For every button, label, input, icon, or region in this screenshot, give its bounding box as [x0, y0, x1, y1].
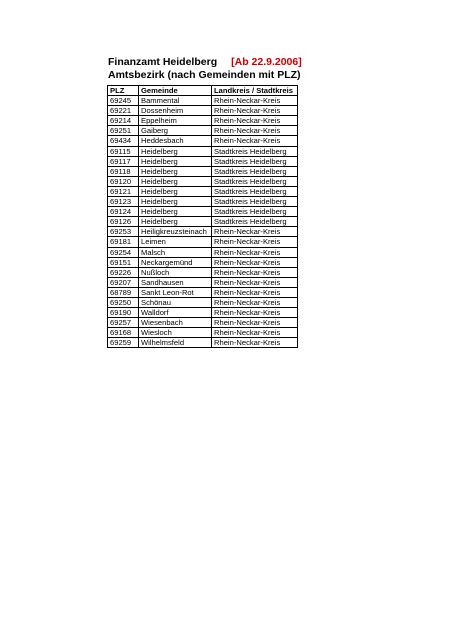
cell-plz: 69257 [108, 318, 139, 328]
table-row [108, 116, 298, 126]
cell-plz: 69190 [108, 308, 139, 318]
cell-plz: 69226 [108, 267, 139, 277]
cell-plz: 69207 [108, 277, 139, 287]
cell-gemeinde: Wiesloch [139, 328, 212, 338]
cell-kreis: Rhein-Neckar-Kreis [212, 247, 298, 257]
cell-kreis: Rhein-Neckar-Kreis [212, 116, 298, 126]
cell-kreis: Stadtkreis Heidelberg [212, 176, 298, 186]
cell-kreis: Rhein-Neckar-Kreis [212, 308, 298, 318]
cell-kreis: Rhein-Neckar-Kreis [212, 126, 298, 136]
cell-kreis: Rhein-Neckar-Kreis [212, 267, 298, 277]
cell-plz: 69168 [108, 328, 139, 338]
cell-gemeinde: Bammental [139, 96, 212, 106]
header-plz: PLZ [108, 86, 139, 96]
cell-plz: 69123 [108, 197, 139, 207]
table-body [108, 96, 298, 348]
cell-gemeinde: Heidelberg [139, 217, 212, 227]
cell-plz: 69115 [108, 146, 139, 156]
cell-kreis: Stadtkreis Heidelberg [212, 146, 298, 156]
cell-kreis: Rhein-Neckar-Kreis [212, 227, 298, 237]
cell-gemeinde: Sankt Leon-Rot [139, 287, 212, 297]
table-row [108, 247, 298, 257]
document-heading [108, 56, 302, 82]
table-row [108, 227, 298, 237]
table-row [108, 126, 298, 136]
table-row [108, 257, 298, 267]
cell-gemeinde: Leimen [139, 237, 212, 247]
cell-gemeinde: Dossenheim [139, 106, 212, 116]
table-row [108, 197, 298, 207]
cell-kreis: Rhein-Neckar-Kreis [212, 328, 298, 338]
table-row [108, 156, 298, 166]
table-row [108, 328, 298, 338]
table-row [108, 136, 298, 146]
cell-gemeinde: Nußloch [139, 267, 212, 277]
header-gemeinde: Gemeinde [139, 86, 212, 96]
table-row [108, 277, 298, 287]
cell-gemeinde: Sandhausen [139, 277, 212, 287]
cell-gemeinde: Heidelberg [139, 207, 212, 217]
cell-kreis: Rhein-Neckar-Kreis [212, 287, 298, 297]
cell-gemeinde: Malsch [139, 247, 212, 257]
table-row [108, 308, 298, 318]
cell-plz: 68789 [108, 287, 139, 297]
cell-gemeinde: Wiesenbach [139, 318, 212, 328]
cell-plz: 69259 [108, 338, 139, 348]
table-row [108, 237, 298, 247]
cell-gemeinde: Heiligkreuzsteinach [139, 227, 212, 237]
cell-plz: 69251 [108, 126, 139, 136]
cell-kreis: Rhein-Neckar-Kreis [212, 96, 298, 106]
cell-plz: 69221 [108, 106, 139, 116]
subtitle: Amtsbezirk (nach Gemeinden mit PLZ) [108, 69, 301, 81]
table-header-row [108, 86, 298, 96]
municipality-table [107, 85, 298, 348]
cell-gemeinde: Heidelberg [139, 156, 212, 166]
cell-plz: 69151 [108, 257, 139, 267]
cell-kreis: Stadtkreis Heidelberg [212, 217, 298, 227]
cell-plz: 69253 [108, 227, 139, 237]
cell-plz: 69126 [108, 217, 139, 227]
cell-gemeinde: Neckargemünd [139, 257, 212, 267]
cell-kreis: Rhein-Neckar-Kreis [212, 297, 298, 307]
title-line [108, 56, 302, 69]
cell-kreis: Stadtkreis Heidelberg [212, 166, 298, 176]
cell-plz: 69245 [108, 96, 139, 106]
table-row [108, 146, 298, 156]
cell-plz: 69120 [108, 176, 139, 186]
table-row [108, 207, 298, 217]
table-row [108, 176, 298, 186]
cell-gemeinde: Heidelberg [139, 146, 212, 156]
cell-kreis: Stadtkreis Heidelberg [212, 156, 298, 166]
cell-plz: 69181 [108, 237, 139, 247]
cell-gemeinde: Eppelheim [139, 116, 212, 126]
cell-plz: 69121 [108, 186, 139, 196]
cell-gemeinde: Heidelberg [139, 176, 212, 186]
cell-plz: 69124 [108, 207, 139, 217]
office-title: Finanzamt Heidelberg [108, 56, 218, 68]
cell-kreis: Stadtkreis Heidelberg [212, 197, 298, 207]
cell-gemeinde: Heidelberg [139, 166, 212, 176]
cell-gemeinde: Heddesbach [139, 136, 212, 146]
cell-kreis: Rhein-Neckar-Kreis [212, 318, 298, 328]
header-kreis: Landkreis / Stadtkreis [212, 86, 298, 96]
cell-plz: 69117 [108, 156, 139, 166]
cell-kreis: Rhein-Neckar-Kreis [212, 136, 298, 146]
table-row [108, 217, 298, 227]
cell-plz: 69250 [108, 297, 139, 307]
cell-kreis: Stadtkreis Heidelberg [212, 186, 298, 196]
cell-gemeinde: Wilhelmsfeld [139, 338, 212, 348]
cell-gemeinde: Schönau [139, 297, 212, 307]
cell-plz: 69118 [108, 166, 139, 176]
cell-kreis: Rhein-Neckar-Kreis [212, 237, 298, 247]
cell-gemeinde: Walldorf [139, 308, 212, 318]
cell-gemeinde: Heidelberg [139, 186, 212, 196]
table-row [108, 287, 298, 297]
table-row [108, 166, 298, 176]
table-row [108, 338, 298, 348]
cell-kreis: Stadtkreis Heidelberg [212, 207, 298, 217]
validity-date: [Ab 22.9.2006] [231, 56, 302, 68]
cell-kreis: Rhein-Neckar-Kreis [212, 257, 298, 267]
table-row [108, 96, 298, 106]
table-row [108, 106, 298, 116]
cell-plz: 69214 [108, 116, 139, 126]
cell-kreis: Rhein-Neckar-Kreis [212, 338, 298, 348]
table-row [108, 186, 298, 196]
table-row [108, 297, 298, 307]
table-row [108, 267, 298, 277]
cell-plz: 69434 [108, 136, 139, 146]
cell-gemeinde: Gaiberg [139, 126, 212, 136]
table-row [108, 318, 298, 328]
cell-kreis: Rhein-Neckar-Kreis [212, 106, 298, 116]
cell-gemeinde: Heidelberg [139, 197, 212, 207]
cell-kreis: Rhein-Neckar-Kreis [212, 277, 298, 287]
cell-plz: 69254 [108, 247, 139, 257]
